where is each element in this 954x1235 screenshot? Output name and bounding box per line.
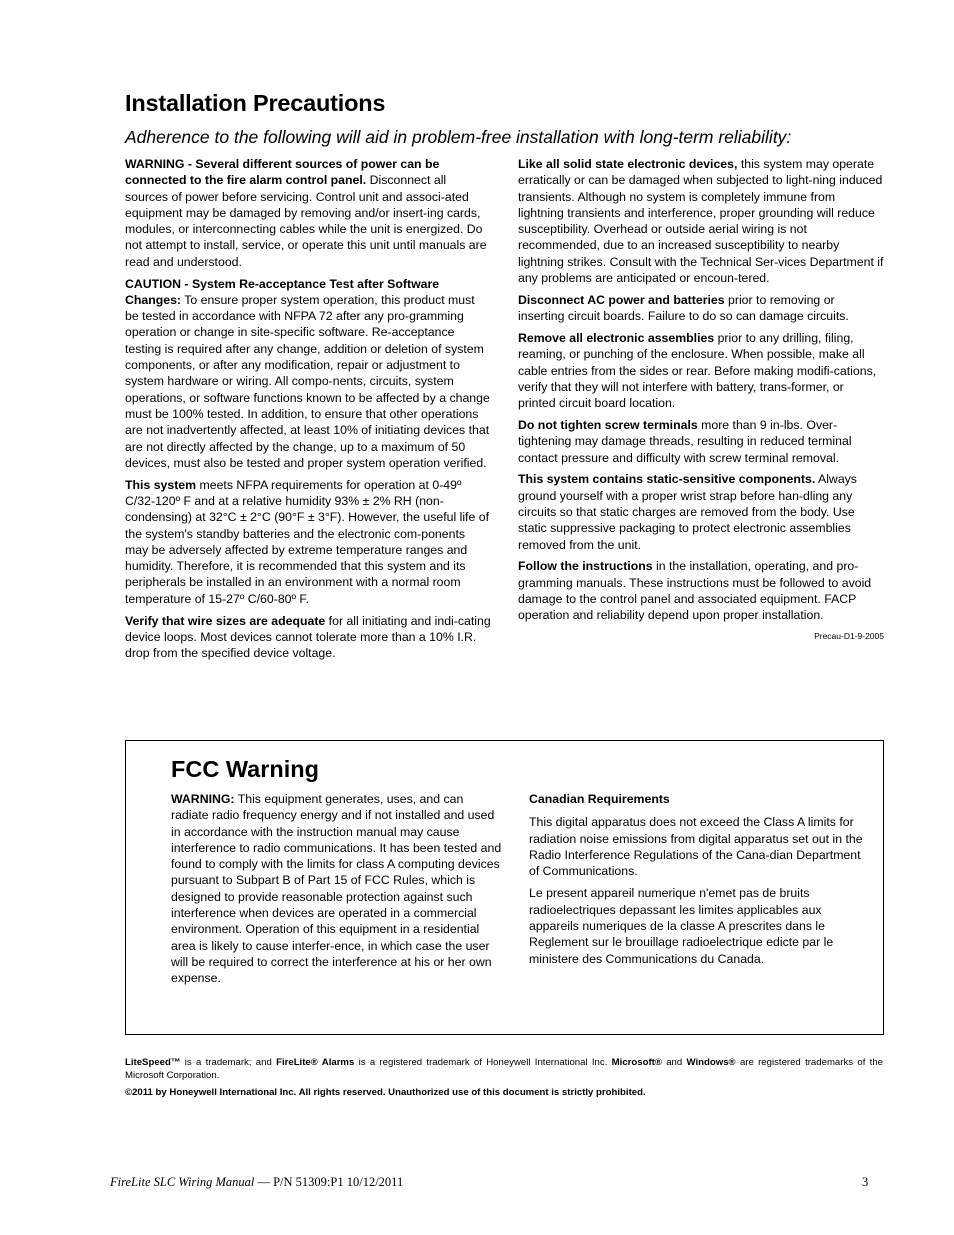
precaution-lead: Remove all electronic assemblies — [518, 330, 715, 345]
precaution-text: prior to any drilling, filing, reaming, or punching of the enclosure. When possible, make all cable entries from the sides or rear. Before making modifi-cations, verify that they will not interfere with battery, trans-former, or printed circuit board location. — [518, 330, 877, 411]
canadian-requirements-french: Le present appareil numerique n'emet pas de bruits radioelectriques depassant les limites applicables aux appareils numeriques de la classe A prescrites dans le Reglement sur le brouillage radioelectrique edicte par le ministere des Communications du Canada. — [529, 886, 834, 966]
canadian-requirements-column — [529, 791, 864, 973]
precaution-lead: This system contains static-sensitive components. — [518, 472, 816, 487]
precaution-text: more than 9 in-lbs. Over-tightening may damage threads, resulting in reduced terminal contact pressure and difficulty with screw terminal removal. — [518, 417, 852, 465]
trademark-text: are registered trademarks of the Microsoft Corporation. — [125, 1057, 884, 1082]
precaution-text: for all initiating and indi-cating device loops. Most devices cannot tolerate more than a 10% I.R. drop from the specified device voltage. — [125, 613, 491, 661]
trademark-name: FireLite® Alarms — [276, 1057, 355, 1068]
precaution-paragraph — [125, 276, 491, 472]
precaution-lead: Verify that wire sizes are adequate — [125, 613, 326, 628]
precaution-paragraph — [518, 471, 884, 552]
precaution-text: in the installation, operating, and pro-gramming manuals. These instructions must be followed to avoid damage to the control panel and associated equipment. FACP operation and reliability depend upon proper installation. — [518, 559, 872, 623]
precaution-paragraph — [518, 330, 884, 411]
precaution-text: Always ground yourself with a proper wrist strap before han-dling any circuits so that static charges are removed from the body. Use static suppressive packaging to protect electronic assemblies removed from the unit. — [518, 472, 857, 552]
precaution-reference-code: Precau-D1-9-2005 — [814, 630, 884, 641]
precaution-paragraph — [125, 156, 491, 270]
fcc-warning-column — [171, 791, 504, 993]
precaution-paragraph — [518, 417, 884, 466]
precaution-paragraph — [518, 292, 884, 325]
precaution-lead: This system — [125, 477, 197, 492]
trademark-name: Microsoft® — [611, 1057, 662, 1068]
precaution-paragraph — [518, 558, 884, 623]
fcc-warning-box — [125, 740, 884, 1035]
precautions-left-column — [125, 156, 491, 667]
trademark-name: LiteSpeed™ — [125, 1057, 181, 1068]
canadian-requirements-english: This digital apparatus does not exceed the Class A limits for radiation noise emissions from digital apparatus set out in the Radio Interference Regulations of the Cana-dian Department of Communications. — [529, 815, 863, 879]
precaution-paragraph — [518, 156, 884, 286]
precaution-text: Disconnect all sources of power before servicing. Control unit and associ-ated equipment may be damaged by removing and/or insert-ing cards, modules, or interconnecting cables while the unit is energized. Do not attempt to install, service, or operate this unit until manuals are read and understood. — [125, 173, 487, 269]
precaution-paragraph — [125, 477, 491, 607]
precaution-text: this system may operate erratically or can be damaged when subjected to light-ning induced transients. Although no system is completely immune from lightning transients and interference, proper grounding will reduce susceptibility. Overhead or outside aerial wiring is not recommended, due to an increased susceptibility to nearby lightning strikes. Consult with the Technical Ser-vices Department if any problems are anticipated or encoun-tered. — [518, 157, 884, 286]
precaution-text: prior to removing or inserting circuit boards. Failure to do so can damage circuits. — [518, 292, 849, 324]
fcc-warning-text: This equipment generates, uses, and can radiate radio frequency energy and if not installed and used in accordance with the instruction manual may cause interference to radio communications. It has been tested and found to comply with the limits for class A computing devices pursuant to Subpart B of Part 15 of FCC Rules, which is designed to provide reasonable protection against such interference when devices are operated in a commercial environment. Operation of this equipment in a residential area is likely to cause interfer-ence, in which case the user will be required to correct the interference at his or her own expense. — [171, 792, 502, 986]
precaution-text: meets NFPA requirements for operation at 0-49º C/32-120º F and at a relative humidity 93% ± 2% RH (non-condensing) at 32°C ± 2°C (90°F ± 3°F). However, the useful life of the system's standby batteries and the electronic com-ponents may be adversely affected by extreme temperature ranges and humidity. Therefore, it is recommended that this system and its peripherals be installed in an environment with a normal room temperature of 15-27º C/60-80º F. — [125, 477, 489, 606]
precautions-right-column — [518, 156, 884, 642]
footer-manual-info — [110, 1175, 403, 1190]
precaution-lead: Like all solid state electronic devices, — [518, 157, 738, 171]
precaution-lead: Follow the instructions — [518, 559, 653, 574]
precaution-lead: WARNING - Several different sources of power can be connected to the fire alarm control panel. — [125, 157, 440, 188]
precaution-lead: CAUTION - System Re-acceptance Test after Software Changes: — [125, 276, 440, 307]
page-title: Installation Precautions — [125, 90, 386, 116]
footer-manual-title: FireLite SLC Wiring Manual — [110, 1175, 255, 1189]
trademark-text: is a registered trademark of Honeywell International Inc. — [354, 1057, 612, 1068]
trademark-notice — [125, 1056, 883, 1082]
precaution-lead: Do not tighten screw terminals — [518, 417, 698, 432]
canadian-requirements-heading: Canadian Requirements — [529, 792, 670, 806]
fcc-warning-paragraph — [171, 791, 504, 987]
fcc-warning-lead: WARNING: — [171, 792, 235, 806]
precaution-text: To ensure proper system operation, this product must be tested in accordance with NFPA 72 after any pro-gramming operation or change in site-specific software. Re-acceptance testing is required after any change, addition or deletion of system components, or after any modification, repair or adjustment to system hardware or wiring. All compo-nents, circuits, system operations, or software functions known to be affected by a change must be 100% tested. In addition, to ensure that other operations are not inadvertently affected, at least 10% of initiating devices that are not directly affected by the change, up to a maximum of 50 devices, must also be tested and proper system operation verified. — [125, 292, 490, 470]
trademark-text: and — [661, 1057, 687, 1068]
trademark-name: Windows® — [686, 1057, 736, 1068]
precaution-lead: Disconnect AC power and batteries — [518, 292, 725, 307]
page-subtitle: Adherence to the following will aid in problem-free installation with long-term reliability: — [125, 127, 792, 147]
footer-part-number: — P/N 51309:P1 10/12/2011 — [254, 1175, 404, 1189]
page-number: 3 — [862, 1175, 869, 1189]
precaution-paragraph — [125, 613, 491, 662]
fcc-title: FCC Warning — [171, 756, 319, 782]
trademark-text: is a trademark; and — [180, 1057, 277, 1068]
copyright-notice: ©2011 by Honeywell International Inc. All rights reserved. Unauthorized use of this document is strictly prohibited. — [125, 1087, 646, 1098]
